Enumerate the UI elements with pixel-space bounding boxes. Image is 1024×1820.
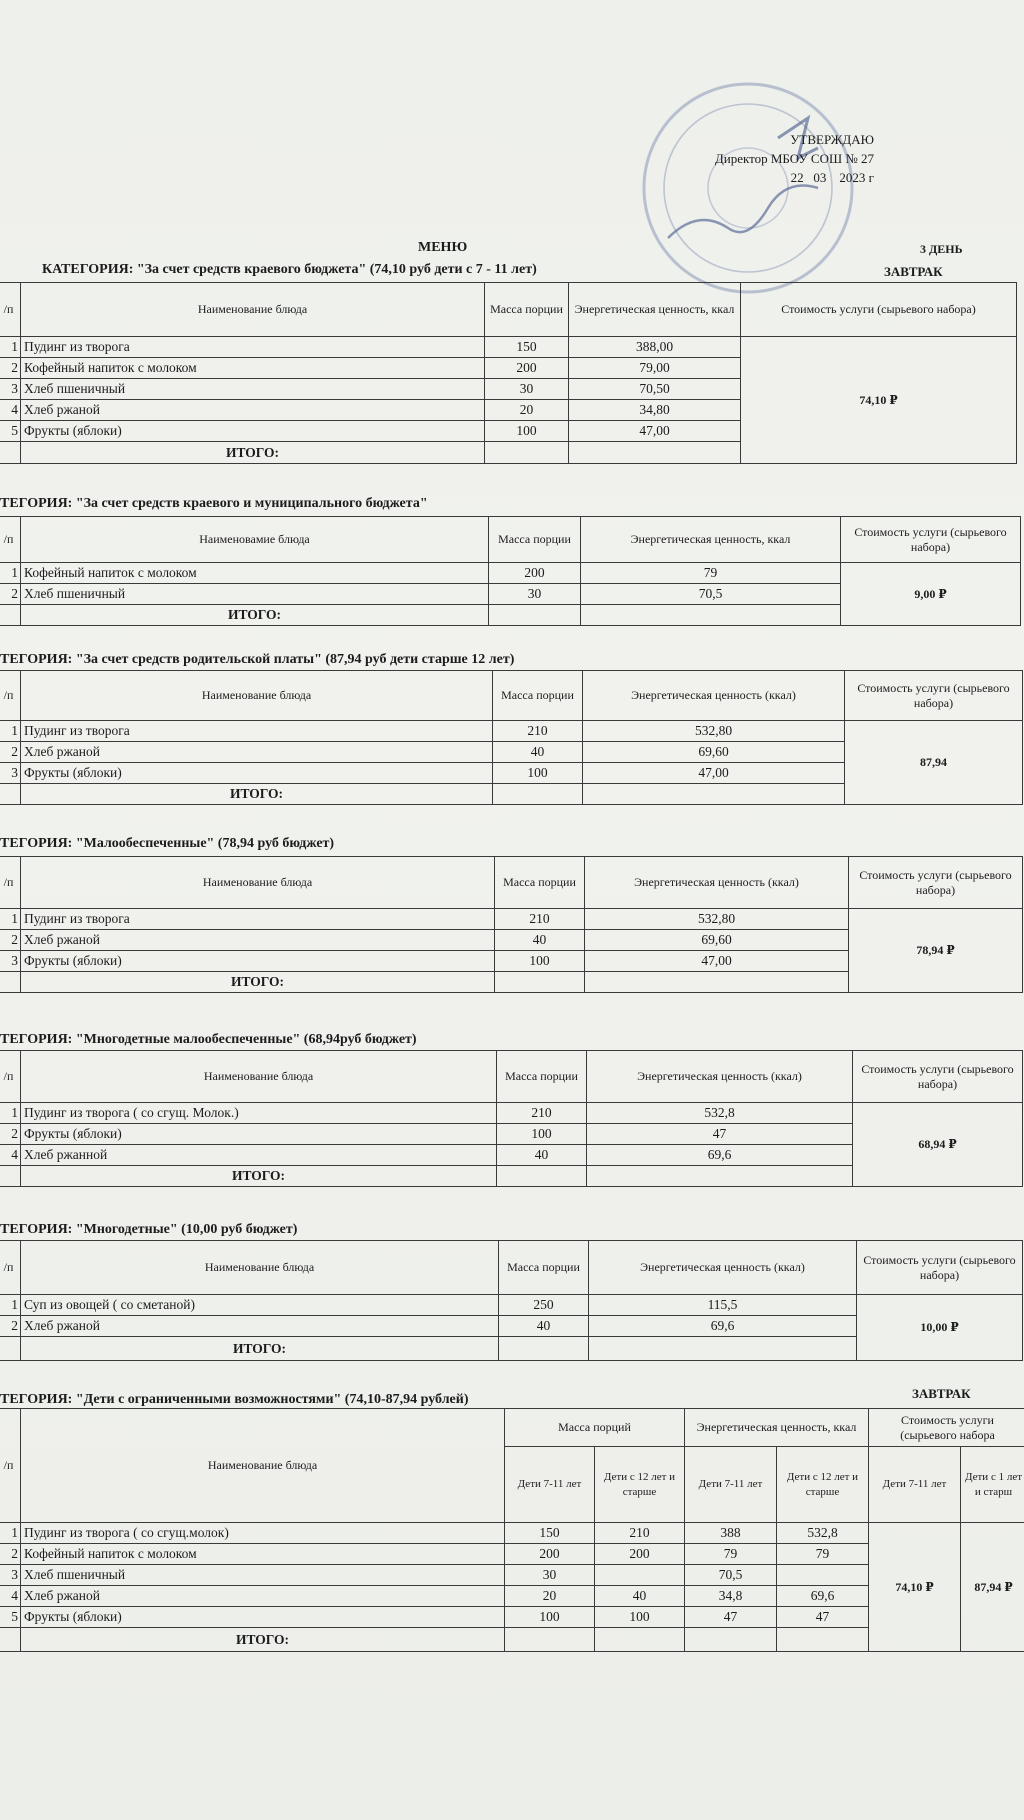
table-row: 4 Хлеб ржаной 20 40 34,8 69,6 — [0, 1586, 1024, 1607]
menu-table-7: /п Наименование блюда Масса порций Энергетическая ценность, ккал Стоимость услуги (сырьевого набора Дети 7-11 лет Дети с 12 лет и старше Дети 7-11 лет Дети с 12 лет и старше Дети 7-11 лет Дети с 1 лет и старш 1 Пудинг из творога ( со сгущ.молок) 150 210 388 532,8 74,10 ₽ 87,94 ₽ 2 Кофейный напиток с молоком 200 200 79 79 3 Хлеб пшеничный 30 70,5 4 Хлеб ржаной 20 40 34,8 69,6 5 Фрукты (яблоки) 100 100 47 47 ИТОГО: — [0, 1408, 1024, 1652]
menu-table-6: /п Наименование блюда Масса порции Энергетическая ценность (ккал) Стоимость услуги (сырьевого набора) 1 Суп из овощей ( со сметаной) 250 115,5 10,00 ₽ 2 Хлеб ржаной 40 69,6 ИТОГО: — [0, 1240, 1023, 1361]
table-row: 5 Фрукты (яблоки) 100 47,00 — [0, 421, 1017, 442]
menu-table-1 — [0, 282, 1017, 464]
meal-label-1: ЗАВТРАК — [884, 264, 943, 279]
table-row: 2 Хлеб ржаной 40 69,60 — [0, 930, 1023, 951]
section-title-3: ТЕГОРИЯ: "За счет средств родительской платы" (87,94 руб дети старше 12 лет) — [0, 652, 515, 667]
itogo-row: ИТОГО: — [0, 972, 1023, 993]
itogo-row: ИТОГО: — [0, 784, 1023, 805]
col-mass: Масса порции — [485, 283, 569, 337]
section-title-4: ТЕГОРИЯ: "Малообеспеченные" (78,94 руб бюджет) — [0, 836, 335, 851]
table-row: 3 Хлеб пшеничный 30 70,5 — [0, 1565, 1024, 1586]
itogo-row: ИТОГО: — [0, 1628, 1024, 1652]
itogo-row: ИТОГО: — [0, 1337, 1023, 1361]
table-row: 4 Хлеб ржанной 40 69,6 — [0, 1145, 1023, 1166]
menu-table-2: /п Наименовамие блюда Масса порции Энергетическая ценность, ккал Стоимость услуги (сырьевого набора) 1 Кофейный напиток с молоком 200 79 9,00 ₽ 2 Хлеб пшеничный 30 70,5 ИТОГО: — [0, 516, 1021, 626]
section-title-5: ТЕГОРИЯ: "Многодетные малообеспеченные" (68,94руб бюджет) — [0, 1032, 417, 1047]
table-row: 2 Кофейный напиток с молоком 200 79,00 — [0, 358, 1017, 379]
table-row: 2 Хлеб пшеничный 30 70,5 — [0, 584, 1021, 605]
director-line: Директор МБОУ СОШ № 27 — [714, 151, 874, 166]
section-title-1: КАТЕГОРИЯ: "За счет средств краевого бюджета" (74,10 руб дети с 7 - 11 лет) — [42, 262, 537, 277]
section-title-2: ТЕГОРИЯ: "За счет средств краевого и муниципального бюджета" — [0, 496, 428, 511]
meal-label-7: ЗАВТРАК — [912, 1386, 971, 1401]
table-row: 1 Пудинг из творога 150 388,00 74,10 ₽ — [0, 337, 1017, 358]
approval-date: 22 03 2023 г — [790, 170, 874, 185]
menu-table-5: /п Наименование блюда Масса порции Энергетическая ценность (ккал) Стоимость услуги (сырьевого набора) 1 Пудинг из творога ( со сгущ. Молок.) 210 532,8 68,94 ₽ 2 Фрукты (яблоки) 100 47 4 Хлеб ржанной 40 69,6 ИТОГО: — [0, 1050, 1023, 1187]
approval-block — [664, 130, 874, 187]
table-row: 5 Фрукты (яблоки) 100 100 47 47 — [0, 1607, 1024, 1628]
cost-value: 74,10 ₽ — [741, 337, 1017, 464]
menu-table-3: /п Наименование блюда Масса порции Энергетическая ценность (ккал) Стоимость услуги (сырьевого набора) 1 Пудинг из творога 210 532,80 87,94 2 Хлеб ржаной 40 69,60 3 Фрукты (яблоки) 100 47,00 ИТОГО: — [0, 670, 1023, 805]
table-row: 2 Фрукты (яблоки) 100 47 — [0, 1124, 1023, 1145]
approval-title: УТВЕРЖДАЮ — [790, 132, 874, 147]
section-title-7: ТЕГОРИЯ: "Дети с ограниченными возможностями" (74,10-87,94 рублей) — [0, 1392, 469, 1407]
itogo-row: ИТОГО: — [0, 605, 1021, 626]
table-row: 2 Кофейный напиток с молоком 200 200 79 79 — [0, 1544, 1024, 1565]
table-row: 3 Фрукты (яблоки) 100 47,00 — [0, 763, 1023, 784]
school-seal-stamp — [628, 68, 868, 308]
section-title-6: ТЕГОРИЯ: "Многодетные" (10,00 руб бюджет) — [0, 1222, 298, 1237]
col-idx: /п — [0, 283, 21, 337]
itogo-row: ИТОГО: — [0, 442, 1017, 464]
table-row: 1 Пудинг из творога ( со сгущ. Молок.) 210 532,8 68,94 ₽ — [0, 1103, 1023, 1124]
table-row: 1 Пудинг из творога 210 532,80 78,94 ₽ — [0, 909, 1023, 930]
col-energy: Энергетическая ценность, ккал — [569, 283, 741, 337]
table-row: 2 Хлеб ржаной 40 69,60 — [0, 742, 1023, 763]
itogo-row: ИТОГО: — [0, 1166, 1023, 1187]
table-row: 3 Фрукты (яблоки) 100 47,00 — [0, 951, 1023, 972]
table-row: 1 Пудинг из творога ( со сгущ.молок) 150 210 388 532,8 74,10 ₽ 87,94 ₽ — [0, 1523, 1024, 1544]
table-row: 3 Хлеб пшеничный 30 70,50 — [0, 379, 1017, 400]
table-row: 1 Кофейный напиток с молоком 200 79 9,00 ₽ — [0, 563, 1021, 584]
day-label: 3 ДЕНЬ — [920, 242, 963, 256]
col-cost: Стоимость услуги (сырьевого набора) — [741, 283, 1017, 337]
table-row: 2 Хлеб ржаной 40 69,6 — [0, 1316, 1023, 1337]
table-row: 1 Суп из овощей ( со сметаной) 250 115,5 10,00 ₽ — [0, 1295, 1023, 1316]
table-row: 1 Пудинг из творога 210 532,80 87,94 — [0, 721, 1023, 742]
menu-table-4: /п Наименование блюда Масса порции Энергетическая ценность (ккал) Стоимость услуги (сырьевого набора) 1 Пудинг из творога 210 532,80 78,94 ₽ 2 Хлеб ржаной 40 69,60 3 Фрукты (яблоки) 100 47,00 ИТОГО: — [0, 856, 1023, 993]
menu-title: МЕНЮ — [418, 240, 468, 255]
col-dish: Наименование блюда — [21, 283, 485, 337]
table-row: 4 Хлеб ржаной 20 34,80 — [0, 400, 1017, 421]
